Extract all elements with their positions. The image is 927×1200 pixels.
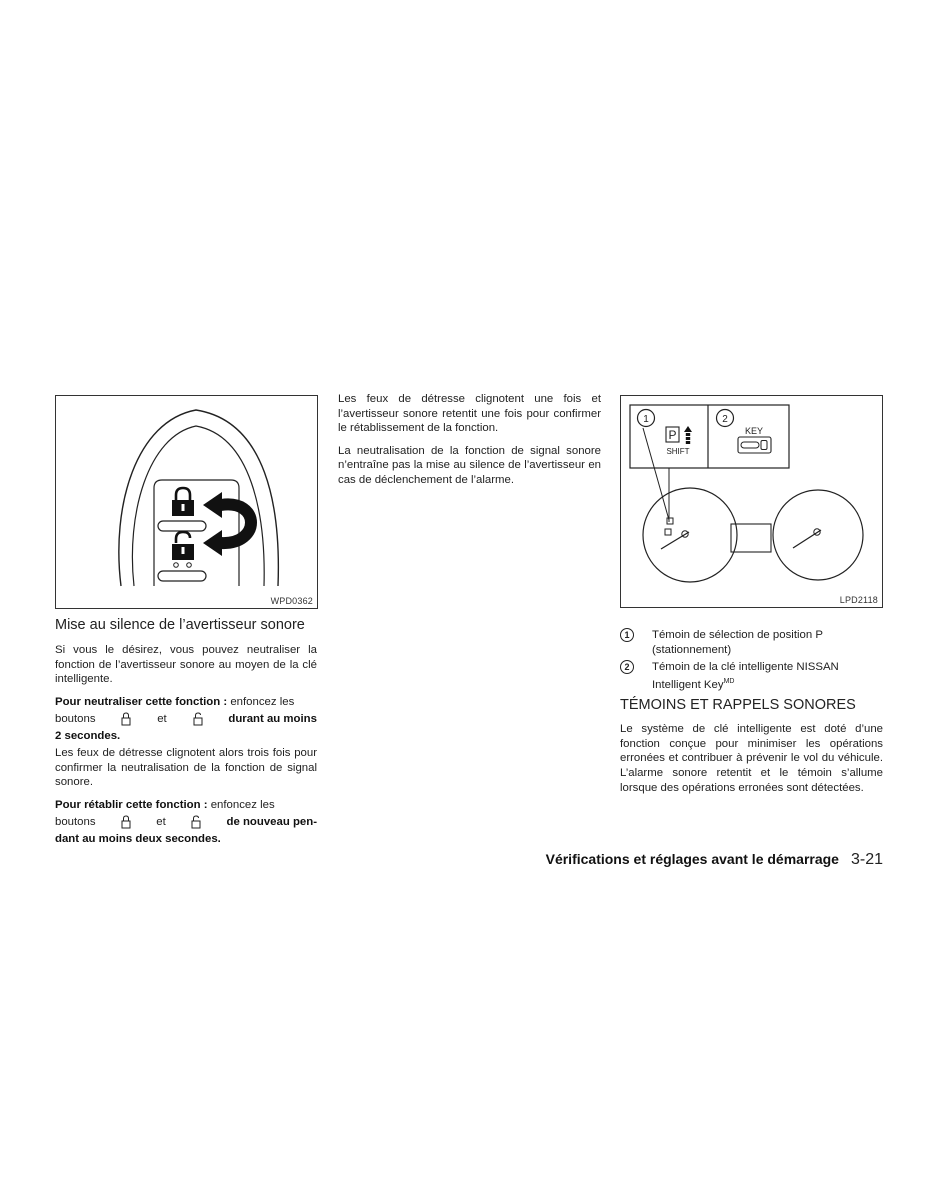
restore-buttons-row	[55, 812, 317, 832]
section-heading: Mise au silence de l’avertisseur sonore	[55, 617, 305, 633]
page-footer	[546, 850, 883, 869]
neutralize-duration-1: durant au moins	[228, 713, 317, 726]
word-et: et	[157, 713, 167, 726]
restore-duration-2-line	[55, 832, 317, 847]
figure-key-fob	[55, 395, 318, 609]
key-unlock-button-icon	[193, 712, 203, 726]
legend-item-2	[620, 660, 883, 692]
neutralize-buttons-row	[55, 709, 317, 729]
callout-2: 2	[722, 414, 728, 425]
shift-arrow-icon	[684, 426, 692, 444]
restore-duration-2: dant au moins deux secondes.	[55, 833, 221, 846]
word-et-2: et	[156, 816, 166, 829]
curved-arrow-icon	[203, 492, 251, 556]
left-column	[55, 616, 317, 855]
legend-text-2-wrap	[652, 660, 883, 692]
word-boutons-2: boutons	[55, 816, 96, 829]
key-icon	[738, 437, 771, 453]
intro-paragraph: Si vous le désirez, vous pouvez neutraliser la fonction de l’avertisseur sonore au moyen de la clé intelligente.	[55, 644, 317, 686]
instrument-cluster-illustration	[621, 396, 884, 609]
right-body-paragraph: Le système de clé intelligente est doté d’une fonction conçue pour minimiser les opérations erronées et contribuer à prévenir le vol du véhicule. L’alarme sonore retentit et le témoin s’allume lorsque des opérations erronées sont détectées.	[620, 723, 883, 794]
figure-instrument-cluster	[620, 395, 883, 608]
word-boutons: boutons	[55, 713, 96, 726]
legend-text-1: Témoin de sélection de position P (stationnement)	[652, 629, 823, 656]
neutralize-label: Pour neutraliser cette fonction :	[55, 695, 228, 708]
legend-number-1: 1	[620, 628, 634, 642]
neutralize-text: enfoncez les	[227, 695, 295, 708]
middle-column	[338, 392, 601, 496]
figure-code: LPD2118	[839, 595, 878, 605]
lock-icon	[172, 488, 194, 516]
key-fob-illustration	[56, 396, 319, 610]
legend-text-2: Témoin de la clé intelligente NISSAN Intelligent Key	[652, 661, 839, 691]
right-column	[620, 628, 883, 803]
shift-label: SHIFT	[666, 447, 690, 456]
figure-code: WPD0362	[270, 596, 313, 606]
key-label: KEY	[744, 426, 764, 436]
restore-duration-1: de nouveau pen-	[226, 816, 317, 829]
legend-number-2: 2	[620, 660, 634, 674]
key-lock-button-icon	[121, 815, 131, 829]
page-number: 3-21	[850, 851, 883, 868]
p-indicator-letter: P	[668, 428, 677, 442]
legend-item-1	[620, 628, 883, 657]
middle-paragraph-2: La neutralisation de la fonction de signal sonore n’entraîne pas la mise au silence de l’avertisseur en cas de déclenchement de l’alarme.	[338, 444, 601, 486]
footer-chapter-title: Vérifications et réglages avant le démarrage	[545, 851, 839, 867]
neutralize-duration-2-line	[55, 729, 317, 744]
neutralize-result: Les feux de détresse clignotent alors trois fois pour confirmer la neutralisation de la fonction de signal sonore.	[55, 746, 317, 789]
restore-instruction	[55, 798, 317, 813]
legend-superscript: MD	[723, 677, 735, 685]
restore-label: Pour rétablir cette fonction :	[55, 798, 208, 811]
key-lock-button-icon	[121, 712, 131, 726]
neutralize-instruction	[55, 695, 317, 710]
key-unlock-button-icon	[191, 815, 201, 829]
section-heading-temoins: TÉMOINS ET RAPPELS SONORES	[620, 697, 856, 714]
unlock-icon	[172, 532, 194, 560]
middle-paragraph-1: Les feux de détresse clignotent une fois et l’avertisseur sonore retentit une fois pour confirmer le rétablissement de la fonction.	[338, 393, 601, 435]
restore-text: enfoncez les	[207, 798, 275, 811]
callout-1: 1	[643, 414, 649, 425]
neutralize-duration-2: 2 secondes.	[55, 730, 121, 743]
